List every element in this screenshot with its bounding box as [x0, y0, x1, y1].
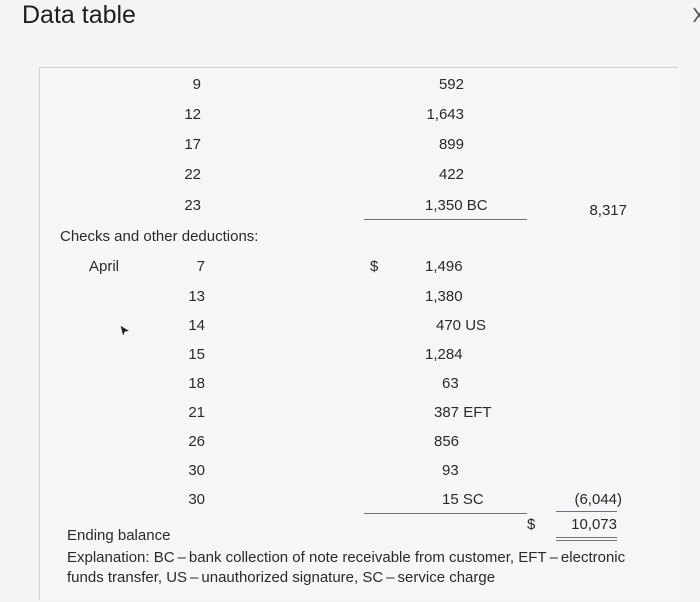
- check-day: 30: [188, 491, 205, 508]
- deductions-total: (6,044): [574, 491, 622, 508]
- check-day: 13: [188, 288, 205, 305]
- deposit-amount: 1,350 BC: [425, 197, 488, 214]
- ending-balance-value: 10,073: [571, 516, 617, 533]
- window-title: Data table: [22, 1, 136, 29]
- check-amount: 15 SC: [442, 491, 484, 508]
- check-amount: 470 US: [436, 317, 487, 334]
- deposit-day: 17: [184, 136, 201, 153]
- close-icon[interactable]: [692, 4, 700, 26]
- explanation-line: Explanation: BC – bank collection of note receivable from customer, EFT – electronic: [67, 549, 626, 566]
- explanation-line: funds transfer, US – unauthorized signature, SC – service charge: [67, 569, 496, 586]
- deposit-day: 23: [184, 197, 201, 214]
- checks-heading: Checks and other deductions:: [60, 228, 259, 245]
- check-day: 21: [188, 404, 205, 421]
- check-amount: 387 EFT: [434, 404, 492, 421]
- mouse-pointer-icon: [118, 324, 132, 338]
- deposit-amount: 899: [438, 136, 464, 153]
- check-amount: 1,496: [425, 258, 463, 275]
- check-day: 26: [188, 433, 205, 450]
- deposit-amount: 422: [438, 166, 464, 183]
- check-amount: 856: [434, 433, 460, 450]
- ending-balance-label: Ending balance: [67, 527, 171, 544]
- check-day: 7: [196, 258, 205, 275]
- subtotal-rule: [364, 513, 527, 514]
- deposit-day: 12: [184, 106, 201, 123]
- deposit-amount: 1,643: [426, 106, 464, 123]
- check-day: 18: [188, 375, 205, 392]
- check-amount: 63: [442, 375, 459, 392]
- check-day: 15: [188, 346, 205, 363]
- double-underline: [556, 537, 617, 541]
- check-day: 14: [188, 317, 205, 334]
- total-rule: [556, 511, 617, 512]
- deposits-total: 8,317: [589, 202, 627, 219]
- check-amount: 93: [442, 462, 459, 479]
- check-amount: 1,284: [425, 346, 463, 363]
- ending-dollar-sign: $: [527, 516, 536, 533]
- deposit-day: 9: [192, 76, 201, 93]
- subtotal-rule: [364, 219, 527, 220]
- dollar-sign: $: [370, 258, 379, 275]
- deposit-day: 22: [184, 166, 201, 183]
- deposit-amount: 592: [438, 76, 464, 93]
- check-day: 30: [188, 462, 205, 479]
- month-label: April: [89, 258, 120, 275]
- check-amount: 1,380: [425, 288, 463, 305]
